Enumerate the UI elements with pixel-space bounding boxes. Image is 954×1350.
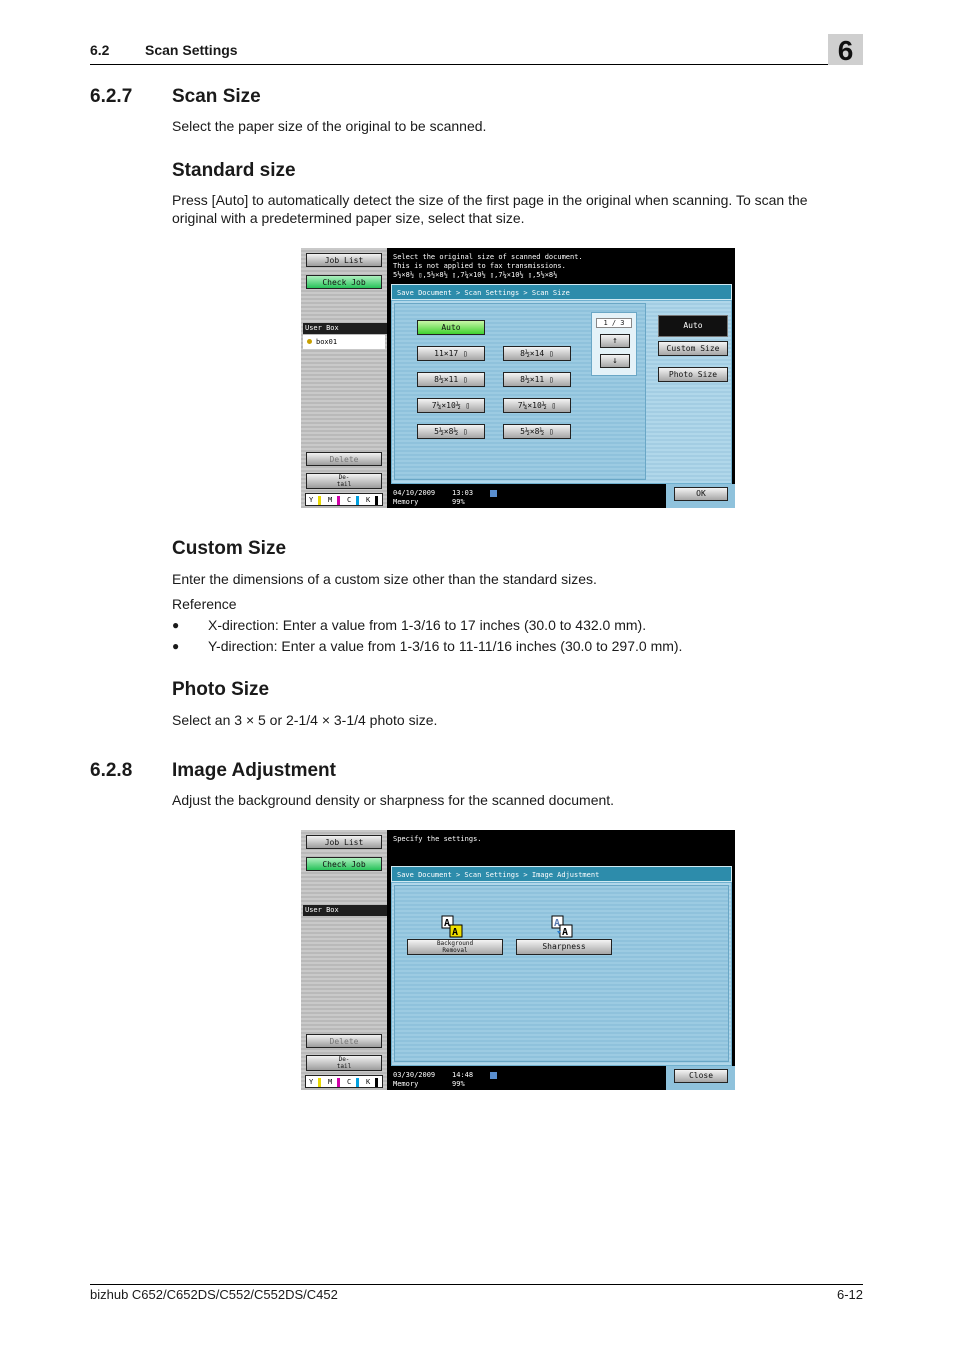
detail-button[interactable] — [306, 473, 382, 489]
header-section-title: Scan Settings — [145, 42, 238, 58]
status-date: 03/30/2009 — [393, 1071, 436, 1079]
size-7-25x10-5-button[interactable]: 7¼×10½ ▯ — [417, 398, 485, 413]
sharpness-icon — [551, 915, 571, 937]
user-box-item[interactable] — [303, 335, 385, 349]
memory-value: 99% — [452, 1080, 465, 1088]
page-up-button[interactable]: ↑ — [600, 334, 630, 348]
detail-line1: De- — [338, 474, 350, 481]
toner-y-label: Y — [309, 496, 314, 504]
section-627-intro: Select the paper size of the original to be scanned. — [172, 118, 487, 134]
photo-size-body: Select an 3 × 5 or 2-1/4 × 3-1/4 photo size. — [172, 712, 438, 728]
network-icon — [490, 1072, 497, 1079]
user-box-item-label: box01 — [316, 338, 338, 346]
detail-line2: tail — [336, 1063, 352, 1070]
bullet-icon: ● — [172, 618, 180, 632]
toner-y-label: Y — [309, 1078, 314, 1086]
svg-text:A: A — [554, 918, 561, 929]
delete-button[interactable]: Delete — [306, 1034, 382, 1048]
breadcrumb: Save Document > Scan Settings > Image Adjustment — [391, 866, 732, 882]
message-area — [389, 250, 735, 284]
status-time: 13:03 — [452, 489, 474, 497]
sharpness-button[interactable]: Sharpness — [516, 939, 612, 955]
size-8-5x11-r-button[interactable]: 8½×11 ▯ — [503, 372, 571, 387]
standard-size-body-line1: Press [Auto] to automatically detect the size of the first page in the original when scanning. To scan the — [172, 192, 808, 208]
toner-y-bar — [318, 496, 321, 505]
x-direction-bullet: X-direction: Enter a value from 1-3/16 to 17 inches (30.0 to 432.0 mm). — [208, 617, 647, 633]
custom-size-intro: Enter the dimensions of a custom size other than the standard sizes. — [172, 571, 597, 587]
custom-size-button[interactable]: Custom Size — [658, 341, 728, 356]
bullet-icon: ● — [172, 639, 180, 653]
close-button[interactable]: Close — [674, 1069, 728, 1083]
network-icon — [490, 490, 497, 497]
left-column — [301, 248, 387, 508]
toner-levels — [305, 493, 383, 506]
header-section-number: 6.2 — [90, 42, 110, 58]
job-list-button[interactable]: Job List — [306, 253, 382, 267]
message-area — [389, 832, 735, 866]
standard-size-body-line2: original with a predetermined paper size, select that size. — [172, 210, 525, 226]
y-direction-bullet: Y-direction: Enter a value from 1-3/16 to 11-11/16 inches (30.0 to 297.0 mm). — [208, 638, 683, 654]
size-5-5x8-5-button[interactable]: 5½×8½ ▯ — [417, 424, 485, 439]
check-job-button[interactable]: Check Job — [306, 275, 382, 289]
size-7-25x10-5-r-button[interactable]: 7¼×10½ ▯ — [503, 398, 571, 413]
background-removal-line1: Background — [436, 940, 474, 947]
reference-label: Reference — [172, 596, 237, 612]
job-list-button[interactable]: Job List — [306, 835, 382, 849]
svg-text:A: A — [562, 927, 569, 938]
toner-m-bar — [337, 496, 340, 505]
size-8-5x11-button[interactable]: 8½×11 ▯ — [417, 372, 485, 387]
section-627-title: Scan Size — [172, 86, 261, 107]
message-line1: Specify the settings. — [393, 835, 482, 843]
box-folder-icon — [307, 339, 312, 344]
background-removal-button[interactable] — [407, 939, 503, 955]
memory-label: Memory — [393, 1080, 419, 1088]
section-628-number: 6.2.8 — [90, 760, 133, 781]
size-8-5x14-button[interactable]: 8½×14 ▯ — [503, 346, 571, 361]
message-line2: This is not applied to fax transmissions. — [393, 262, 566, 270]
memory-value: 99% — [452, 498, 465, 506]
section-628-intro: Adjust the background density or sharpness for the scanned document. — [172, 792, 615, 808]
ok-button[interactable]: OK — [674, 487, 728, 501]
svg-text:A: A — [444, 918, 451, 929]
size-5-5x8-5-r-button[interactable]: 5½×8½ ▯ — [503, 424, 571, 439]
user-box-header: User Box — [303, 905, 387, 916]
check-job-button[interactable]: Check Job — [306, 857, 382, 871]
section-627-number: 6.2.7 — [90, 86, 133, 107]
toner-c-bar — [356, 496, 359, 505]
header-rule — [90, 64, 863, 65]
detail-button[interactable] — [306, 1055, 382, 1071]
user-box-header: User Box — [303, 323, 387, 334]
footer-rule — [90, 1284, 863, 1285]
breadcrumb: Save Document > Scan Settings > Scan Size — [391, 284, 732, 300]
page-indicator: 1 / 3 — [596, 318, 632, 328]
toner-k-label: K — [366, 1078, 371, 1086]
ok-area — [666, 484, 735, 508]
footer-model: bizhub C652/C652DS/C552/C552DS/C452 — [90, 1287, 338, 1302]
adjustment-panel — [394, 885, 729, 1062]
toner-k-bar — [375, 1078, 378, 1087]
toner-m-bar — [337, 1078, 340, 1087]
toner-k-bar — [375, 496, 378, 505]
work-area — [391, 882, 732, 1066]
toner-c-label: C — [347, 1078, 352, 1086]
size-selection-panel — [394, 303, 646, 480]
photo-size-title: Photo Size — [172, 679, 270, 700]
svg-text:A: A — [452, 927, 459, 938]
status-time: 14:48 — [452, 1071, 474, 1079]
toner-levels — [305, 1075, 383, 1088]
work-area — [391, 300, 732, 484]
message-line1: Select the original size of scanned document. — [393, 253, 583, 261]
selected-auto-indicator[interactable]: Auto — [658, 315, 728, 337]
message-line3: 5½×8½ ▯,5½×8½ ▯,7¼×10½ ▯,7¼×10½ ▯,5½×8½ — [393, 271, 558, 279]
chapter-badge: 6 — [828, 34, 863, 65]
page-down-button[interactable]: ↓ — [600, 354, 630, 368]
size-11x17-button[interactable]: 11×17 ▯ — [417, 346, 485, 361]
background-removal-line2: Removal — [442, 947, 468, 954]
toner-m-label: M — [328, 496, 333, 504]
detail-line1: De- — [338, 1056, 350, 1063]
delete-button[interactable]: Delete — [306, 452, 382, 466]
page-scroller — [591, 312, 637, 376]
standard-size-title: Standard size — [172, 160, 296, 181]
custom-size-title: Custom Size — [172, 538, 287, 559]
toner-c-label: C — [347, 496, 352, 504]
photo-size-button[interactable]: Photo Size — [658, 367, 728, 382]
memory-label: Memory — [393, 498, 419, 506]
scan-size-screenshot — [301, 248, 735, 508]
footer-page-number: 6-12 — [836, 1287, 863, 1302]
close-area — [666, 1066, 735, 1090]
toner-y-bar — [318, 1078, 321, 1087]
auto-size-button[interactable]: Auto — [417, 320, 485, 335]
toner-c-bar — [356, 1078, 359, 1087]
background-removal-icon — [441, 915, 461, 937]
toner-k-label: K — [366, 496, 371, 504]
section-628-title: Image Adjustment — [172, 760, 336, 781]
status-date: 04/10/2009 — [393, 489, 436, 497]
detail-line2: tail — [336, 481, 352, 488]
image-adjustment-screenshot — [301, 830, 735, 1090]
toner-m-label: M — [328, 1078, 333, 1086]
left-column — [301, 830, 387, 1090]
